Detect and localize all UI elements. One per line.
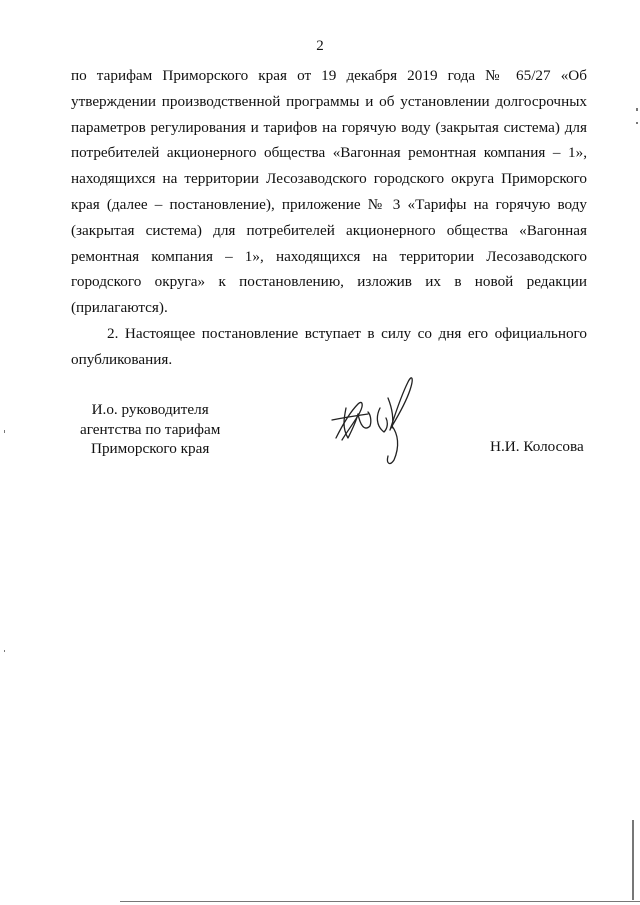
- paragraph-text: 2. Настоящее постановление вступает в силу со дня его официального опубликования.: [71, 325, 587, 368]
- paragraph-tariff-amendment: [71, 63, 587, 321]
- paragraph-effective-date: [71, 321, 587, 373]
- scan-edge-mark: [4, 650, 5, 652]
- paragraph-text: по тарифам Приморского края от 19 декабря 2019 года № 65/27 «Об утверждении производственной программы и об установлении долгосрочных параметров регулирования и тарифов на горячую воду (закрытая система) для потребителей акционерного общества «Вагонная ремонтная компания – 1», находящихся на территории Лесозаводского городского округа Приморского края (далее – постановление), приложение № 3 «Тарифы на горячую воду (закрытая система) для потребителей акционерного общества «Вагонная ремонтная компания – 1», находящихся на территории Лесозаводского городского округа» к постановлению, изложив их в новой редакции (прилагаются).: [71, 67, 587, 317]
- signer-position-line: Приморского края: [90, 440, 210, 457]
- signer-position: [80, 400, 220, 459]
- handwritten-signature: [328, 368, 418, 468]
- signer-position-line: И.о. руководителя: [91, 401, 209, 418]
- page-number: 2: [316, 38, 324, 54]
- signer-position-line: агентства по тарифам: [80, 420, 221, 438]
- scan-edge-mark: [636, 108, 638, 111]
- scan-edge-mark: [632, 820, 634, 900]
- scan-edge-mark: [120, 901, 640, 902]
- scan-edge-mark: [4, 430, 5, 433]
- signer-name: Н.И. Колосова: [490, 438, 584, 455]
- scan-edge-mark: [636, 122, 638, 124]
